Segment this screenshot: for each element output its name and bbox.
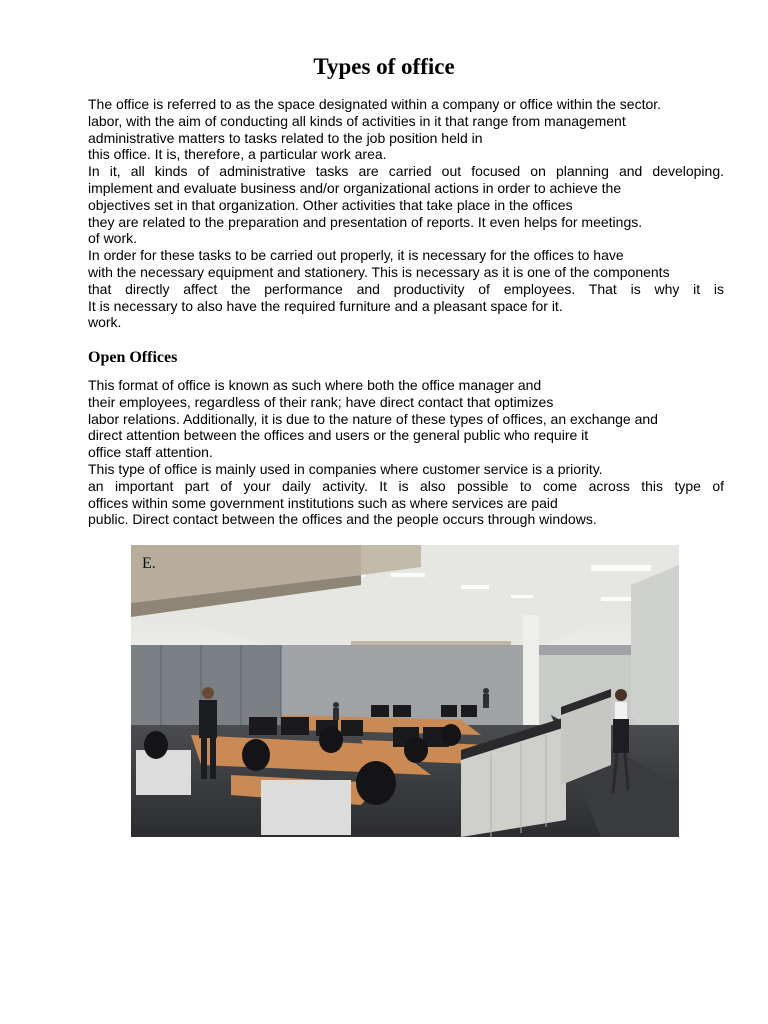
intro-paragraphs (88, 96, 724, 331)
intro-line: administrative matters to tasks related to the job position held in (88, 129, 483, 146)
photo-label: E. (142, 555, 156, 572)
open-office-photo (131, 545, 679, 837)
page-title: Types of office (313, 54, 455, 79)
intro-line: objectives set in that organization. Other activities that take place in the offices (88, 196, 573, 213)
section-line: offices within some government institutions such as where services are paid (88, 494, 558, 511)
intro-line: In order for these tasks to be carried out properly, it is necessary for the offices to have (88, 247, 624, 264)
intro-line: labor, with the aim of conducting all kinds of activities in it that range from management (88, 112, 626, 129)
section-line: direct attention between the offices and users or the general public who require it (88, 427, 589, 444)
intro-line: of work. (88, 230, 138, 247)
section-line: public. Direct contact between the offices and the people occurs through windows. (88, 511, 597, 528)
intro-line: with the necessary equipment and stationery. This is necessary as it is one of the components (88, 263, 670, 280)
open-offices-paragraphs (88, 377, 724, 528)
intro-line: work. (88, 314, 122, 331)
intro-line: that directly affect the performance and productivity of employees. That is why it is (88, 280, 724, 297)
intro-line: they are related to the preparation and presentation of reports. It even helps for meetings. (88, 213, 643, 230)
section-line: This type of office is mainly used in companies where customer service is a priority. (88, 460, 603, 477)
section-line: This format of office is known as such where both the office manager and (88, 377, 542, 393)
section-line: their employees, regardless of their rank; have direct contact that optimizes (88, 393, 554, 410)
section-line: an important part of your daily activity. It is also possible to come across this type of (88, 477, 724, 494)
section-heading: Open Offices (88, 349, 178, 366)
intro-line: In it, all kinds of administrative tasks are carried out focused on planning and developing. (88, 163, 724, 180)
section-line: office staff attention. (88, 444, 213, 461)
intro-line: this office. It is, therefore, a particular work area. (88, 146, 387, 163)
intro-line: It is necessary to also have the required furniture and a pleasant space for it. (88, 297, 563, 314)
intro-line: The office is referred to as the space designated within a company or office within the sector. (88, 96, 662, 112)
section-line: labor relations. Additionally, it is due to the nature of these types of offices, an exchange and (88, 410, 658, 427)
intro-line: implement and evaluate business and/or organizational actions in order to achieve the (88, 179, 622, 196)
